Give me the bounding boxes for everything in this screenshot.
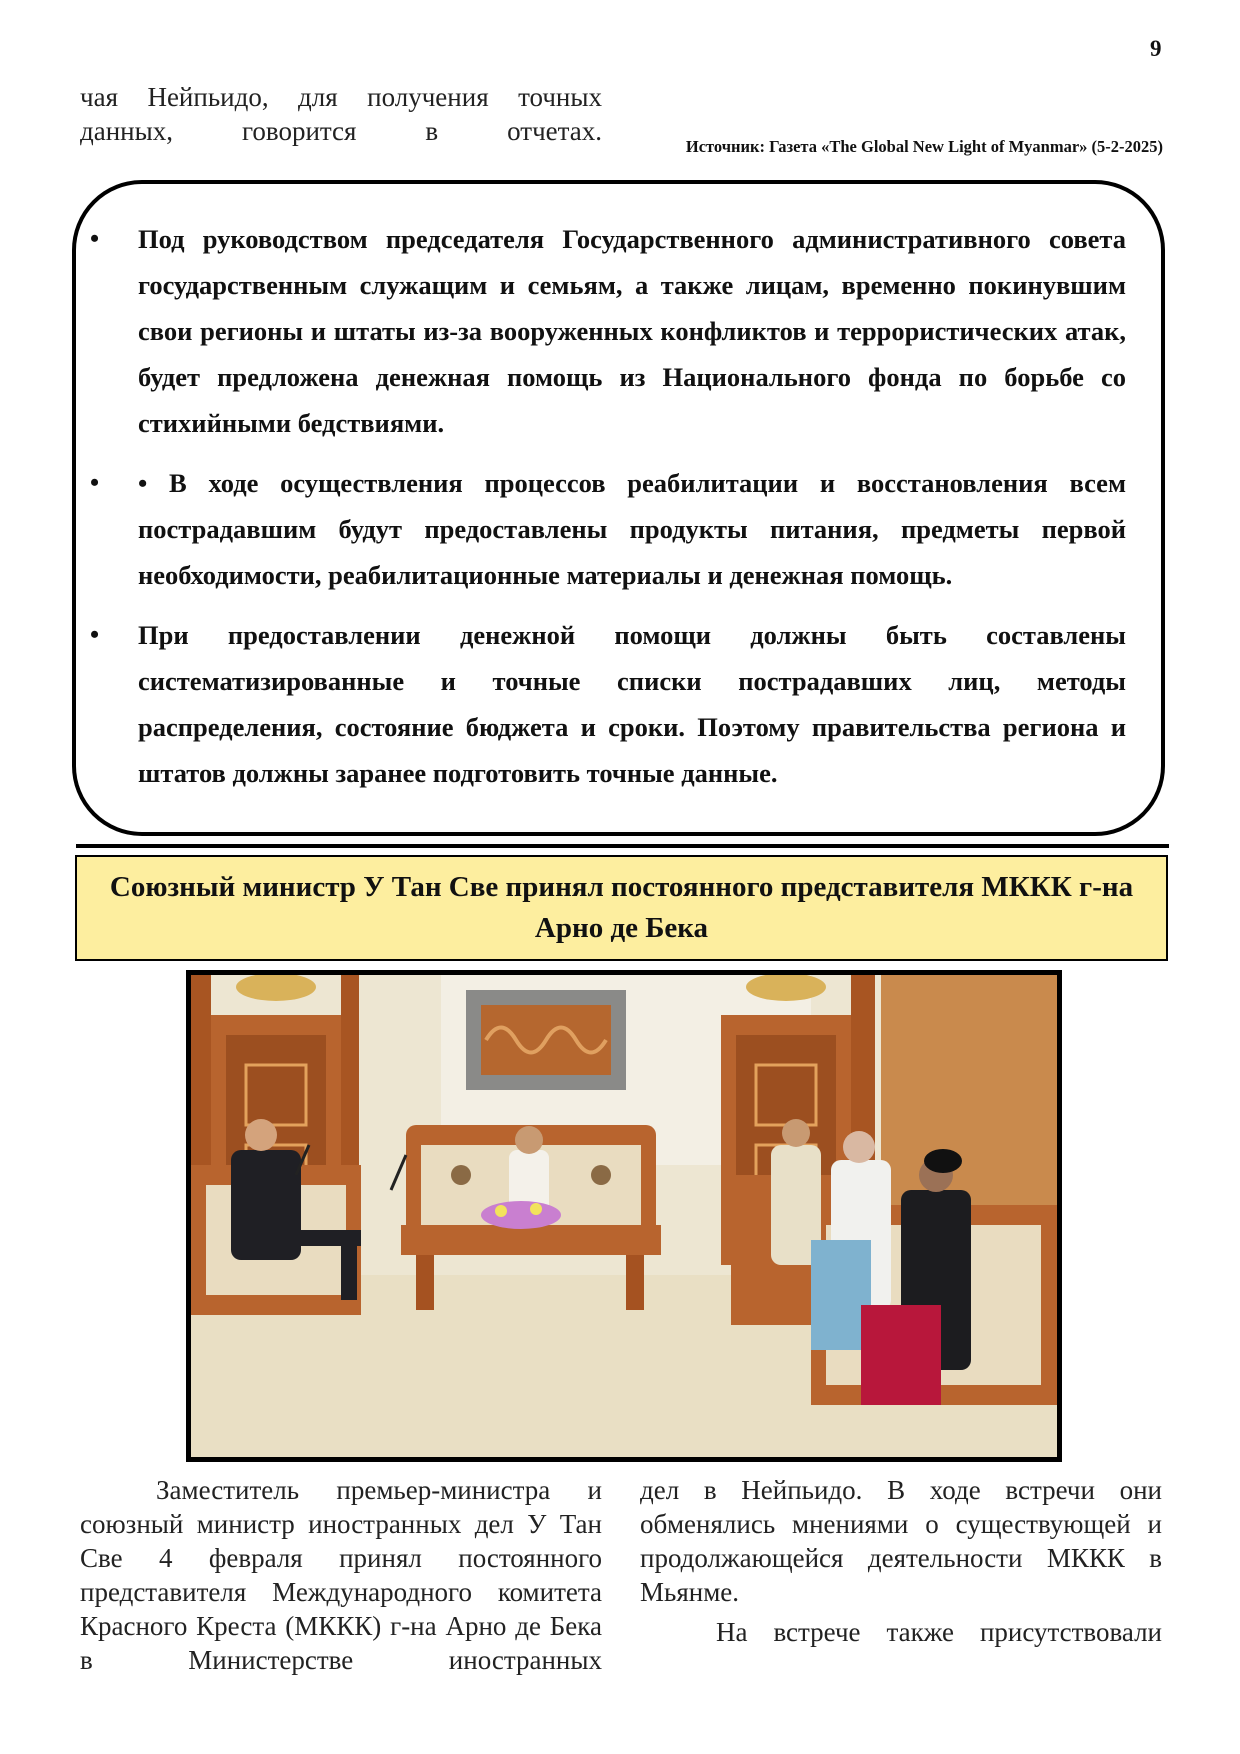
summary-item: [90, 460, 1126, 598]
article-headline-box: [75, 855, 1168, 961]
bullet-icon: •: [90, 620, 100, 649]
bullet-icon: •: [90, 224, 100, 253]
summary-item-text: Под руководством председателя Государственного административного совета государственным служащим и семьям, а также лицам, временно покинувшим свои регионы и штаты из-за вооруженных конфликтов и террористических атак, будет предложена денежная помощь из Национального фонда по борьбе со стихийными бедствиями.: [138, 224, 1126, 438]
summary-list: [90, 216, 1126, 810]
bullet-icon: •: [90, 468, 100, 497]
source-line: Источник: Газета «The Global New Light of Myanmar» (5-2-2025): [685, 137, 1163, 156]
summary-item-text: • В ходе осуществления процессов реабилитации и восстановления всем пострадавшим будут предоставлены продукты питания, предметы первой необходимости, реабилитационные материалы и денежная помощь.: [138, 468, 1126, 590]
article-left-column: [80, 1473, 602, 1677]
article-headline: Союзный министр У Тан Све принял постоянного представителя МККК г-на Арно де Бека: [109, 871, 1134, 944]
meeting-photo: [186, 970, 1062, 1462]
section-divider: [76, 844, 1169, 848]
summary-item: [90, 216, 1126, 446]
article-paragraph: Заместитель премьер-министра и союзный министр иностранных дел У Тан Све 4 февраля принял постоянного представителя Международного комитета Красного Креста (МККК) г-на Арно де Бека в Министерстве иностранных: [80, 1475, 602, 1675]
page-number: 9: [1150, 36, 1162, 61]
summary-item-text: При предоставлении денежной помощи должны быть составлены систематизированные и точные списки пострадавших лиц, методы распределения, состояние бюджета и сроки. Поэтому правительства региона и штатов должны заранее подготовить точные данные.: [138, 620, 1126, 788]
article-paragraph: дел в Нейпьидо. В ходе встречи они обменялись мнениями о существующей и продолжающейся деятельности МККК в Мьянме.: [640, 1475, 1162, 1607]
top-column-text: чая Нейпьидо, для получения точных данных, говорится в отчетах.: [80, 82, 602, 146]
article-paragraph: На встрече также присутствовали: [716, 1617, 1162, 1647]
article-right-column: [640, 1473, 1162, 1649]
summary-item: [90, 612, 1126, 796]
summary-box: [72, 180, 1165, 836]
